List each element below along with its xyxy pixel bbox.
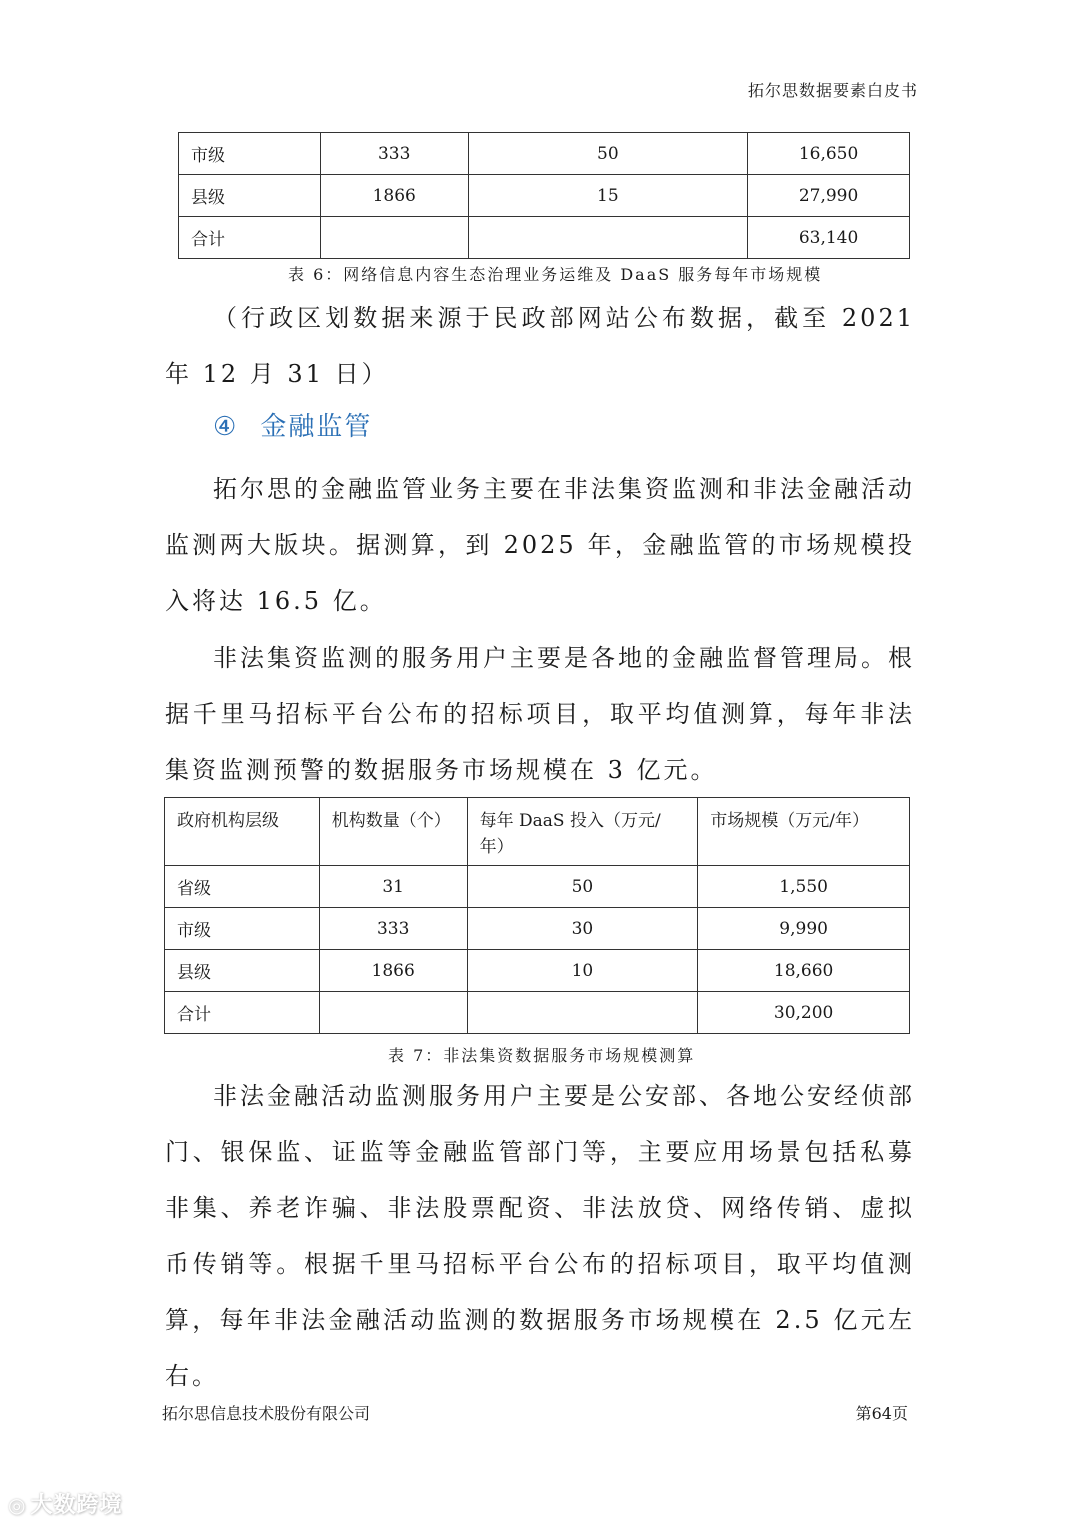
page-header-title: 拓尔思数据要素白皮书 [747, 81, 918, 100]
table-cell: 合计 [179, 217, 321, 259]
section-title: 金融监管 [260, 412, 373, 442]
paragraph-illegal-fundraising: 非法集资监测的服务用户主要是各地的金融监督管理局。根据千里马招标平台公布的招标项目，取平均值测算，每年非法集资监测预警的数据服务市场规模在 3 亿元。 [165, 644, 915, 784]
table-cell [468, 217, 748, 259]
table-cell: 15 [468, 175, 748, 217]
watermark [8, 1488, 122, 1519]
table-7 [164, 797, 910, 1034]
table-header-cell: 机构数量（个） [319, 798, 467, 866]
table-cell: 合计 [165, 992, 320, 1034]
paragraph-financial-regulation: 拓尔思的金融监管业务主要在非法集资监测和非法金融活动监测两大版块。据测算，到 2025 年，金融监管的市场规模投入将达 16.5 亿。 [165, 475, 915, 615]
table-header-cell: 市场规模（万元/年） [698, 798, 910, 866]
table-row [165, 992, 910, 1034]
table-row [179, 175, 910, 217]
table-cell: 50 [467, 866, 698, 908]
table-6 [178, 132, 910, 259]
table-row [179, 217, 910, 259]
table-cell: 市级 [179, 133, 321, 175]
table-row [165, 908, 910, 950]
table-cell: 市级 [165, 908, 320, 950]
table-header-row [165, 798, 910, 866]
table-cell: 1866 [319, 950, 467, 992]
table-cell [320, 217, 468, 259]
table-cell: 10 [467, 950, 698, 992]
paragraph-illegal-financial-activity: 非法金融活动监测服务用户主要是公安部、各地公安经侦部门、银保监、证监等金融监管部门等，主要应用场景包括私募非集、养老诈骗、非法股票配资、非法放贷、网络传销、虚拟币传销等。根据千里马招标平台公布的招标项目，取平均值测算，每年非法金融活动监测的数据服务市场规模在 2.5 亿元左右。 [165, 1082, 915, 1390]
table-cell: 县级 [165, 950, 320, 992]
watermark-logo-icon: ◎ [8, 1493, 27, 1517]
table-cell: 省级 [165, 866, 320, 908]
table-cell: 333 [319, 908, 467, 950]
table-7-caption: 表 7：非法集资数据服务市场规模测算 [388, 1046, 696, 1065]
table-cell: 333 [320, 133, 468, 175]
table-cell: 县级 [179, 175, 321, 217]
table-cell: 9,990 [698, 908, 910, 950]
table-header-cell: 政府机构层级 [165, 798, 320, 866]
table-cell: 16,650 [748, 133, 910, 175]
table-cell [319, 992, 467, 1034]
table-row [165, 950, 910, 992]
table-cell: 30 [467, 908, 698, 950]
section-heading [213, 406, 372, 443]
table-6-caption: 表 6：网络信息内容生态治理业务运维及 DaaS 服务每年市场规模 [288, 265, 823, 284]
table-row [165, 866, 910, 908]
paragraph-data-source: （行政区划数据来源于民政部网站公布数据，截至 2021 年 12 月 31 日） [165, 304, 915, 388]
table-cell: 63,140 [748, 217, 910, 259]
section-number: ④ [213, 412, 239, 442]
table-cell: 18,660 [698, 950, 910, 992]
table-cell: 50 [468, 133, 748, 175]
table-header-cell: 每年 DaaS 投入（万元/年） [467, 798, 698, 866]
table-cell: 31 [319, 866, 467, 908]
watermark-text: 大数跨境 [30, 1493, 123, 1518]
table-cell: 1,550 [698, 866, 910, 908]
table-cell: 27,990 [748, 175, 910, 217]
table-row [179, 133, 910, 175]
table-cell: 1866 [320, 175, 468, 217]
table-cell [467, 992, 698, 1034]
footer-page-number: 第64页 [855, 1404, 908, 1423]
table-cell: 30,200 [698, 992, 910, 1034]
footer-company: 拓尔思信息技术股份有限公司 [162, 1404, 371, 1423]
